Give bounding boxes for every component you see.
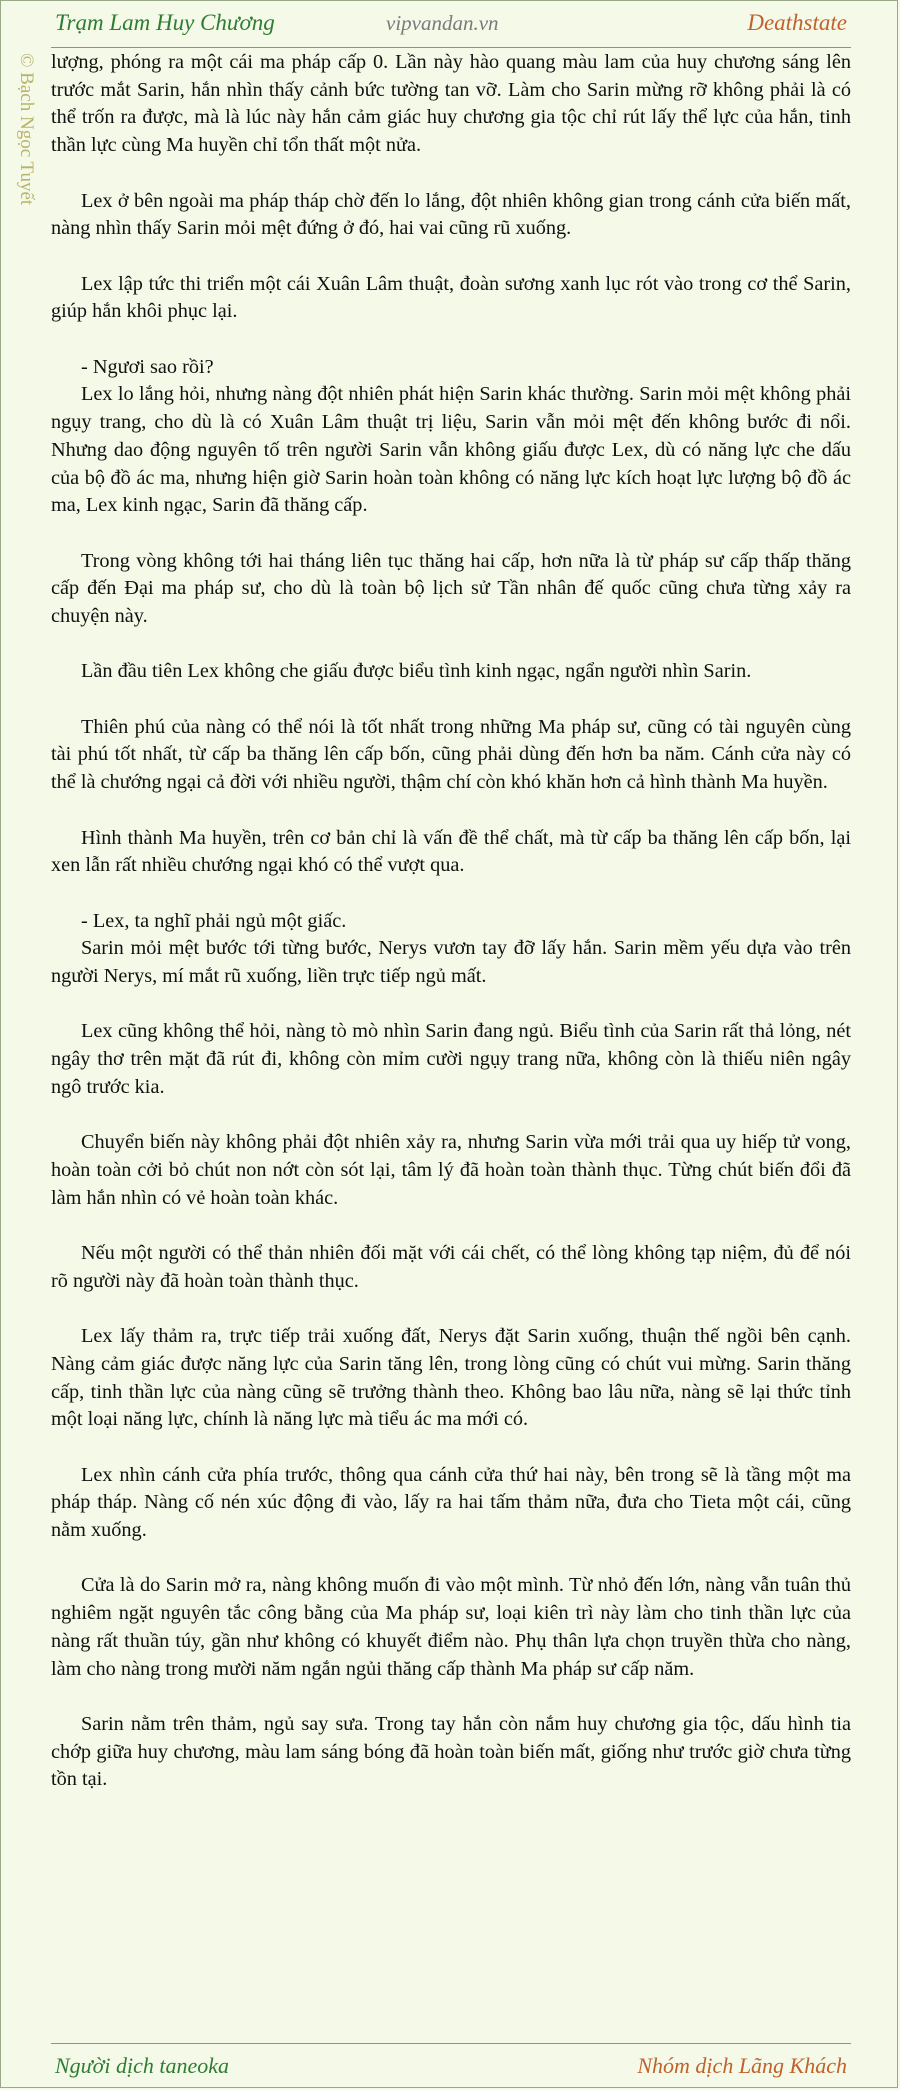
header-book: Deathstate (747, 10, 847, 35)
footer-translator: Người dịch taneoka (55, 2053, 230, 2078)
paragraph: Hình thành Ma huyền, trên cơ bản chỉ là vấn đề thể chất, mà từ cấp ba thăng lên cấp bốn, lại xen lẫn rất nhiều chướng ngại khó có thể vượt qua. (51, 826, 851, 877)
paragraph: Trong vòng không tới hai tháng liên tục thăng hai cấp, hơn nữa là từ pháp sư cấp thấp thăng cấp đến Đại ma pháp sư, cho dù là toàn bộ lịch sử Tần nhân đế quốc cũng chưa từng xảy ra chuyện này. (51, 549, 851, 627)
watermark-text: © Bạch Ngọc Tuyết (16, 53, 37, 206)
header-site: vipvandan.vn (386, 11, 499, 35)
paragraph: Lex lo lắng hỏi, nhưng nàng đột nhiên phát hiện Sarin khác thường. Sarin mỏi mệt không phải ngụy trang, cho dù là có Xuân Lâm thuật trị liệu, Sarin vẫn mỏi mệt đến không bước đi nổi. Nhưng dao động nguyên tố trên người Sarin vẫn không giấu được Lex, dù có năng lực che dấu của bộ đồ ác ma, nhưng hiện giờ Sarin hoàn toàn không có năng lực kích hoạt lực lượng bộ đồ ác ma, Lex kinh ngạc, Sarin đã thăng cấp. (51, 383, 851, 517)
paragraph: Chuyển biến này không phải đột nhiên xảy ra, nhưng Sarin vừa mới trải qua uy hiếp tử vong, hoàn toàn cởi bỏ chút non nớt còn sót lại, tâm lý đã hoàn toàn thành thục. Từng chút biến đổi đã làm hắn nhìn có vẻ hoàn toàn khác. (51, 1131, 851, 1209)
chapter-text (51, 49, 851, 1794)
paragraph: Cửa là do Sarin mở ra, nàng không muốn đi vào một mình. Từ nhỏ đến lớn, nàng vẫn tuân thủ nghiêm ngặt nguyên tắc công bằng của Ma pháp sư, loại kiên trì này làm cho tinh thần lực của nàng rất thuần túy, gần như không có khuyết điểm nào. Phụ thân lựa chọn truyền thừa cho nàng, làm cho nàng trong mười năm ngắn ngủi thăng cấp thành Ma pháp sư cấp năm. (51, 1574, 851, 1680)
page-footer (51, 2043, 851, 2088)
paragraph: Sarin nằm trên thảm, ngủ say sưa. Trong tay hắn còn nắm huy chương gia tộc, dấu hình tia chớp giữa huy chương, màu lam sáng bóng đã hoàn toàn biến mất, giống như trước giờ chưa từng tồn tại. (51, 1712, 851, 1791)
footer-group: Nhóm dịch Lãng Khách (637, 2053, 847, 2078)
side-watermark (11, 53, 39, 263)
paragraph: Nếu một người có thể thản nhiên đối mặt với cái chết, có thể lòng không tạp niệm, đủ để nói rõ người này đã hoàn toàn thành thục. (51, 1242, 851, 1292)
paragraph: Sarin mỏi mệt bước tới từng bước, Nerys vươn tay đỡ lấy hắn. Sarin mềm yếu dựa vào trên người Nerys, mí mắt rũ xuống, liền trực tiếp ngủ mất. (51, 937, 851, 988)
paragraph: Thiên phú của nàng có thể nói là tốt nhất trong những Ma pháp sư, cũng có tài nguyên cùng tài phú tốt nhất, từ cấp ba thăng lên cấp bốn, cũng phải dùng đến hơn ba năm. Cánh cửa này có thể là chướng ngại cả đời với nhiều người, thậm chí còn khó khăn hơn cả hình thành Ma huyền. (51, 715, 851, 794)
paragraph: Lần đầu tiên Lex không che giấu được biểu tình kinh ngạc, ngẩn người nhìn Sarin. (81, 660, 752, 683)
paragraph: Lex lấy thảm ra, trực tiếp trải xuống đất, Nerys đặt Sarin xuống, thuận thế ngồi bên cạnh. Nàng cảm giác được năng lực của Sarin tăng lên, trong lòng cũng có chút vui mừng. Sarin thăng cấp, tinh thần lực của nàng cũng sẽ trưởng thành theo. Không bao lâu nữa, nàng sẽ lại thức tỉnh một loại năng lực, chính là năng lực mà tiểu ác ma mới có. (51, 1325, 851, 1431)
page-header (51, 1, 851, 48)
paragraph: Lex cũng không thể hỏi, nàng tò mò nhìn Sarin đang ngủ. Biểu tình của Sarin rất thả lỏng, nét ngây thơ trên mặt đã rút đi, không còn mỉm cười ngụy trang nữa, không còn là thiếu niên ngây ngô trước kia. (51, 1020, 851, 1098)
paragraph: lượng, phóng ra một cái ma pháp cấp 0. Lần này hào quang màu lam của huy chương sáng lên trước mắt Sarin, hắn nhìn thấy cảnh bức tường tan vỡ. Làm cho Sarin mừng rỡ không phải là có thể trốn ra được, mà là lúc này hắn cảm giác huy chương gia tộc chỉ rút lấy thể lực của hắn, tinh thần lực cùng Ma huyền chỉ tổn thất một nửa. (51, 51, 851, 157)
paragraph: Lex nhìn cánh cửa phía trước, thông qua cánh cửa thứ hai này, bên trong sẽ là tầng một ma pháp tháp. Nàng cố nén xúc động đi vào, lấy ra hai tấm thảm nữa, đưa cho Tieta một cái, cũng nằm xuống. (51, 1463, 851, 1542)
paragraph: Lex lập tức thi triển một cái Xuân Lâm thuật, đoàn sương xanh lục rót vào trong cơ thể Sarin, giúp hắn khôi phục lại. (51, 272, 851, 323)
dialogue-line: - Ngươi sao rồi? (81, 355, 214, 378)
header-title: Trạm Lam Huy Chương (55, 10, 275, 35)
dialogue-line: - Lex, ta nghĩ phải ngủ một giấc. (81, 909, 347, 932)
paragraph: Lex ở bên ngoài ma pháp tháp chờ đến lo lắng, đột nhiên không gian trong cánh cửa biến mất, nàng nhìn thấy Sarin mỏi mệt đứng ở đó, hai vai cũng rũ xuống. (51, 189, 851, 240)
